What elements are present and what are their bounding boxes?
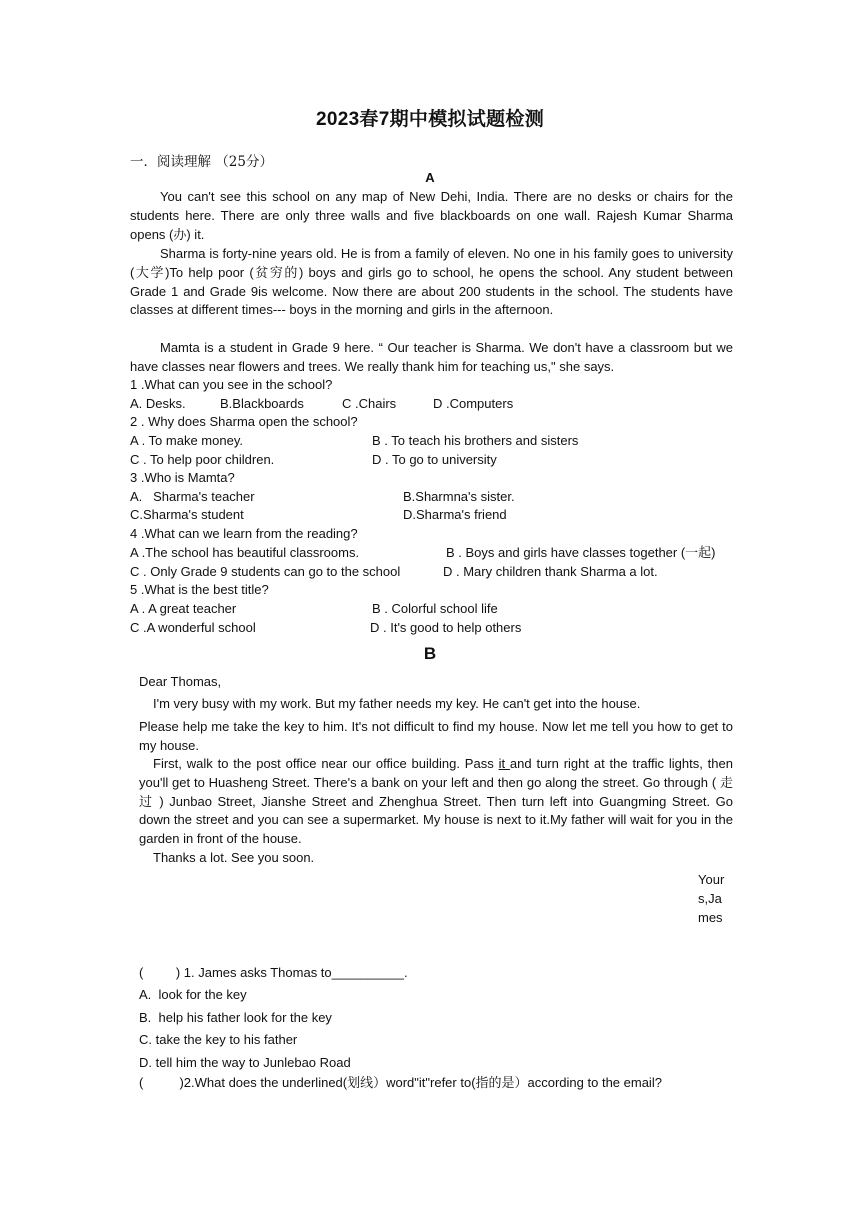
- passage-a-paragraph-3: Mamta is a student in Grade 9 here. “ Our teacher is Sharma. We don't have a classroom but we have classes near flowers and trees. We really thank him for teaching us," she says.: [130, 340, 733, 374]
- question-5: 5 .What is the best title?: [130, 582, 269, 597]
- q2-option-c: C . To help poor children.: [130, 452, 275, 467]
- q5-option-a: A . A great teacher: [130, 601, 237, 616]
- q5-option-b: B . Colorful school life: [372, 601, 498, 616]
- b1-option-d: D. tell him the way to Junlebao Road: [139, 1055, 351, 1070]
- q3-option-c: C.Sharma's student: [130, 507, 244, 522]
- letter-line-3: [139, 755, 733, 849]
- q1-option-d: D .Computers: [433, 396, 514, 411]
- q4-option-c: C . Only Grade 9 students can go to the school: [130, 564, 401, 579]
- q1-option-a: A. Desks.: [130, 396, 186, 411]
- question-4: 4 .What can we learn from the reading?: [130, 526, 358, 541]
- passage-b-label: B: [423, 644, 437, 663]
- question-2: 2 . Why does Sharma open the school?: [130, 414, 358, 429]
- letter-line-3-start: First, walk to the post office near our office building. Pass: [153, 756, 499, 771]
- letter-greeting: Dear Thomas,: [139, 674, 222, 689]
- q3-option-d: D.Sharma's friend: [403, 507, 507, 522]
- question-b1: ( ) 1. James asks Thomas to__________.: [139, 965, 408, 980]
- passage-a-paragraph-1: You can't see this school on any map of New Dehi, India. There are no desks or chairs for the students here. There are only three walls and five blackboards on one wall. Rajesh Kumar Sharma opens (办) it.: [130, 189, 733, 242]
- q4-option-a: A .The school has beautiful classrooms.: [130, 545, 360, 560]
- q1-option-c: C .Chairs: [342, 396, 397, 411]
- question-b2: ( )2.What does the underlined(划线）word"it"refer to(指的是）according to the email?: [139, 1075, 662, 1090]
- letter-line-2: Please help me take the key to him. It's not difficult to find my house. Now let me tell you how to get to my house.: [139, 719, 733, 753]
- underlined-it: it: [498, 756, 510, 771]
- letter-line-3-end: and turn right at the traffic lights, then you'll get to Huasheng Street. There's a bank on your left and then go along the street. Go through ( 走 过 ) Junbao Street, Jianshe Street and Zhenghua Street. Then turn left into Guangming Street. Go down the street and you can see a supermarket. My house is next to it.My father will wait for you in the garden in front of the house.: [139, 756, 733, 847]
- letter-line-4: Thanks a lot. See you soon.: [153, 850, 315, 865]
- b1-option-a: A. look for the key: [139, 987, 247, 1002]
- b1-option-c: C. take the key to his father: [139, 1032, 298, 1047]
- passage-a-label: A: [425, 170, 435, 185]
- q3-option-a: A. Sharma's teacher: [130, 489, 255, 504]
- q4-option-d: D . Mary children thank Sharma a lot.: [443, 564, 658, 579]
- q3-option-b: B.Sharmna's sister.: [403, 489, 515, 504]
- question-1: 1 .What can you see in the school?: [130, 377, 333, 392]
- q2-option-d: D . To go to university: [372, 452, 497, 467]
- passage-a-paragraph-2: Sharma is forty-nine years old. He is from a family of eleven. No one in his family goes to university (大学)To help poor (贫穷的) boys and girls go to school, he opens the school. Any student between Grade 1 and Grade 9is welcome. Now there are about 200 students in the school. The students have classes at different times--- boys in the morning and girls in the afternoon.: [130, 246, 733, 318]
- q1-option-b: B.Blackboards: [220, 396, 304, 411]
- letter-line-1: I'm very busy with my work. But my father needs my key. He can't get into the house.: [153, 696, 641, 711]
- q2-option-a: A . To make money.: [130, 433, 243, 448]
- question-3: 3 .Who is Mamta?: [130, 470, 235, 485]
- q5-option-c: C .A wonderful school: [130, 620, 256, 635]
- b1-option-b: B. help his father look for the key: [139, 1010, 332, 1025]
- section-heading: 一．阅读理解 （25分）: [130, 154, 273, 170]
- q2-option-b: B . To teach his brothers and sisters: [372, 433, 579, 448]
- letter-closing: Yours,James: [698, 872, 725, 925]
- page-title: 2023春7期中模拟试题检测: [315, 109, 545, 130]
- q4-option-b: B . Boys and girls have classes together (一起): [446, 545, 716, 560]
- q5-option-d: D . It's good to help others: [370, 620, 522, 635]
